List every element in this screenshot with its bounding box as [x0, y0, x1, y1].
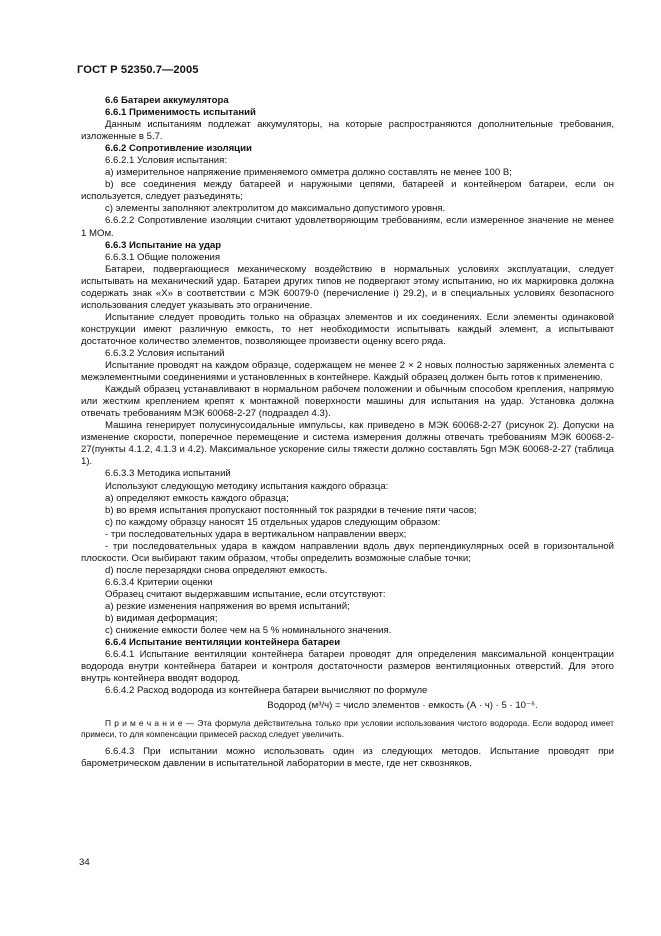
paragraph: Данным испытаниям подлежат аккумуляторы, на которые распространяются дополнительные требования, изложенные в 5.7. — [81, 119, 614, 143]
paragraph-line: a) резкие изменения напряжения во время испытаний; — [105, 600, 350, 612]
paragraph: Машина генерирует полусинусоидальные импульсы, как приведено в МЭК 60068-2-27 (рисунок 2). Допуски на изменение скорости, поперечное перемещение и система измерения должны отвечать требованиям МЭК 60068-2-27(пункты 4.1.2, 4.1.3 и 4.2). Максимальное ускорение силы тяжести должно составлять 5gn МЭК 60068-2-27 (таблица 1). — [81, 420, 614, 468]
document-header: ГОСТ Р 52350.7—2005 — [77, 64, 199, 76]
paragraph-line: 6.6.3.4 Критерии оценки — [105, 576, 213, 588]
paragraph: Испытание проводят на каждом образце, содержащем не менее 2 × 2 новых полностью заряженных элемента с межэлементными соединениями и установленных в контейнере. Каждый образец должен быть готов к применению. — [81, 360, 614, 384]
paragraph-line: c) снижение емкости более чем на 5 % номинального значения. — [105, 625, 392, 637]
paragraph-line: 6.6.3.2 Условия испытаний — [105, 347, 225, 359]
paragraph: 6.6.2.2 Сопротивление изоляции считают удовлетворяющим требованиям, если измеренное значение не менее 1 МОм. — [81, 215, 614, 239]
section-heading: 6.6 Батареи аккумулятора — [105, 95, 229, 106]
paragraph-line: - три последовательных удара в вертикальном направлении вверх; — [105, 528, 407, 540]
note: П р и м е ч а н и е — Эта формула действительна только при условии использования чистого водорода. Если водород имеет примеси, то для компенсации примесей расход следует увеличить. — [81, 718, 614, 740]
paragraph-line: c) элементы заполняют электролитом до максимально допустимого уровня. — [105, 203, 446, 215]
page-number: 34 — [79, 857, 90, 868]
paragraph: 6.6.4.1 Испытание вентиляции контейнера батареи проводят для определения максимальной концентрации водорода внутри контейнера батареи и контроля достаточности размеров вентиляционных отверстий. Для этого внутрь контейнера вводят водород. — [81, 649, 614, 685]
paragraph-line: 6.6.3.1 Общие положения — [105, 251, 221, 263]
paragraph-line: 6.6.4.2 Расход водорода из контейнера батареи вычисляют по формуле — [105, 685, 428, 697]
section-heading: 6.6.4 Испытание вентиляции контейнера батареи — [105, 637, 341, 649]
section-heading: 6.6.2 Сопротивление изоляции — [105, 143, 252, 155]
paragraph: 6.6.4.3 При испытании можно использовать один из следующих методов. Испытание проводят при барометрическом давлении в испытательной лаборатории в месте, где нет сквозняков. — [81, 746, 614, 770]
paragraph: b) все соединения между батареей и наружными цепями, батареей и контейнером батареи, если он используется, следует разъединять; — [81, 179, 614, 203]
paragraph-line: c) по каждому образцу наносят 15 отдельных ударов следующим образом: — [105, 516, 441, 528]
document-body — [81, 95, 614, 770]
section-heading: 6.6.3 Испытание на удар — [105, 239, 222, 251]
paragraph: Каждый образец устанавливают в нормальном рабочем положении и обычным способом крепления, напрямую или жестким креплением крепят к монтажной поверхности машины для испытания на удар. Установка должна отвечать требованиям МЭК 60068-2-27 (подраздел 4.3). — [81, 384, 614, 420]
paragraph-line: a) измерительное напряжение применяемого омметра должно составлять не менее 100 В; — [105, 167, 512, 179]
paragraph-line: 6.6.3.3 Методика испытаний — [105, 468, 231, 480]
paragraph-line: d) после перезарядки снова определяют емкость. — [105, 564, 328, 576]
paragraph-line: a) определяют емкость каждого образца; — [105, 492, 289, 504]
paragraph-line: Используют следующую методику испытания каждого образца: — [105, 480, 389, 492]
paragraph-line: b) видимая деформация; — [105, 613, 218, 625]
paragraph: Батареи, подвергающиеся механическому воздействию в нормальных условиях эксплуатации, следует испытывать на механический удар. Батареи других типов не подвергают этому испытанию, но их маркировка должна содержать знак «X» в соответствии с МЭК 60079-0 (перечисление i) 29.2), и в специальных условиях безопасного использования следует указывать это ограничение. — [81, 263, 614, 311]
formula: Водород (м³/ч) = число элементов · емкость (А · ч) · 5 · 10⁻⁶. — [267, 700, 538, 712]
paragraph-line: Образец считают выдержавшим испытание, если отсутствуют: — [105, 588, 386, 600]
paragraph-line: 6.6.2.1 Условия испытания: — [105, 155, 227, 167]
section-heading: 6.6.1 Применимость испытаний — [105, 107, 256, 119]
paragraph-line: b) во время испытания пропускают постоянный ток разрядки в течение пяти часов; — [105, 504, 477, 516]
paragraph: - три последовательных удара в каждом направлении вдоль двух перпендикулярных осей в горизонтальной плоскости. Оси выбирают таким образом, чтобы определить возможные слабые точки; — [81, 540, 614, 564]
paragraph: Испытание следует проводить только на образцах элементов и их соединениях. Если элементы одинаковой конструкции имеют различную емкость, то нет необходимости испытывать каждый элемент, а испытывают достаточное количество элементов, позволяющее произвести оценку всего ряда. — [81, 311, 614, 347]
